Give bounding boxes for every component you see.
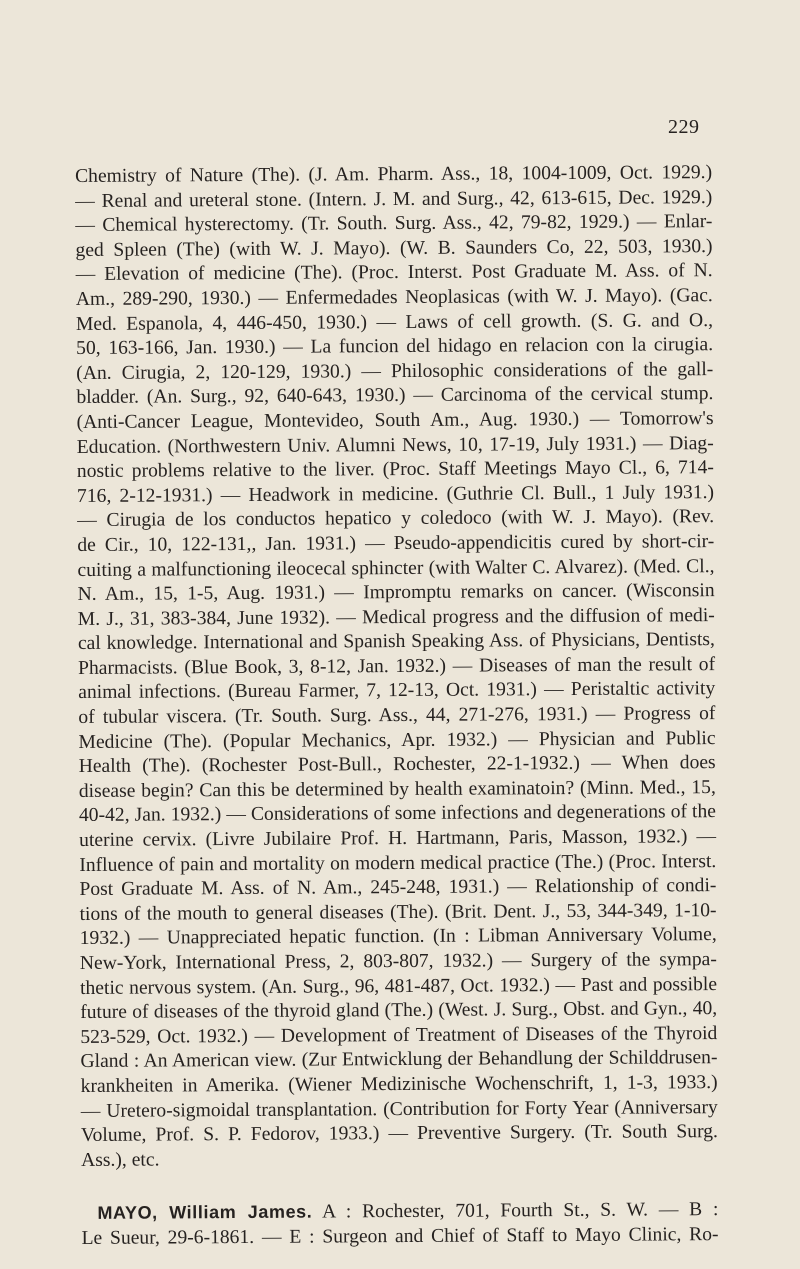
text-line: de Cir., 10, 122-131,, Jan. 1931.) — Pseudo-appendicitis cured by short-cir- — [77, 531, 715, 556]
text-line: bladder. (An. Surg., 92, 640-643, 1930.) — Carcinoma of the cervical stump. — [76, 383, 714, 409]
text-line: tions of the mouth to general diseases (The). (Brit. Dent. J., 53, 344-349, 1-10- — [79, 899, 717, 925]
page-number: 229 — [668, 116, 700, 138]
text-line: 716, 2-12-1931.) — Headwork in medicine. (Guthrie Cl. Bull., 1 July 1931.) — [76, 481, 715, 507]
text-line: Pharmacists. (Blue Book, 3, 8-12, Jan. 1932.) — Diseases of man the result of — [78, 653, 716, 679]
entry-first-line — [81, 1197, 718, 1226]
text-line: krankheiten in Amerika. (Wiener Medizinische Wochenschrift, 1, 1-3, 1933.) — [80, 1072, 718, 1097]
text-line: Le Sueur, 29-6-1861. — E : Surgeon and Chief of Staff to Mayo Clinic, Ro- — [81, 1224, 719, 1249]
text-line: cal knowledge. International and Spanish Speaking Ass. of Physicians, Dentists, — [77, 629, 715, 655]
text-line: Gland : An American view. (Zur Entwicklung der Behandlung der Schilddrusen- — [80, 1047, 718, 1073]
text-line: N. Am., 15, 1-5, Aug. 1931.) — Impromptu remarks on cancer. (Wisconsin — [77, 580, 715, 606]
text-line: Post Graduate M. Ass. of N. Am., 245-248, 1931.) — Relationship of condi- — [79, 875, 717, 901]
text-line: Medicine (The). (Popular Mechanics, Apr. 1932.) — Physician and Public — [78, 727, 716, 753]
text-line: New-York, International Press, 2, 803-807, 1932.) — Surgery of the sympa- — [79, 949, 717, 974]
text-line: — Elevation of medicine (The). (Proc. Interst. Post Graduate M. Ass. of N. — [75, 260, 713, 286]
text-line: 50, 163-166, Jan. 1930.) — La funcion del hidago en relacion con la cirugia. — [76, 334, 714, 360]
text-line: Education. (Northwestern Univ. Alumni News, 10, 17-19, July 1931.) — Diag- — [76, 432, 714, 458]
text-line: 40-42, Jan. 1932.) — Considerations of some infections and degenerations of the — [78, 801, 717, 827]
text-line: (Anti-Cancer League, Montevideo, South Am., Aug. 1930.) — Tomorrow's — [76, 408, 714, 433]
paragraph-gap — [81, 1169, 718, 1201]
text-line: nostic problems relative to the liver. (Proc. Staff Meetings Mayo Cl., 6, 714- — [76, 457, 714, 483]
text-line: disease begin? Can this be determined by health examinatoin? (Minn. Med., 15, — [78, 776, 716, 802]
text-line: Chemistry of Nature (The). (J. Am. Pharm. Ass., 18, 1004-1009, Oct. 1929.) — [75, 162, 713, 187]
text-line: (An. Cirugia, 2, 120-129, 1930.) — Philosophic considerations of the gall- — [76, 358, 714, 384]
text-line: future of diseases of the thyroid gland (The.) (West. J. Surg., Obst. and Gyn., 40, — [80, 998, 718, 1024]
text-line: Health (The). (Rochester Post-Bull., Rochester, 22-1-1932.) — When does — [78, 752, 716, 778]
text-line: — Cirugia de los conductos hepatico y coledoco (with W. J. Mayo). (Rev. — [77, 506, 715, 532]
text-line: ged Spleen (The) (with W. J. Mayo). (W. B. Saunders Co, 22, 503, 1930.) — [75, 235, 713, 261]
text-line: Volume, Prof. S. P. Fedorov, 1933.) — Preventive Surgery. (Tr. South Surg. — [80, 1121, 718, 1147]
text-line: M. J., 31, 383-384, June 1932). — Medical progress and the diffusion of medi- — [77, 604, 715, 630]
text-line: — Chemical hysterectomy. (Tr. South. Surg. Ass., 42, 79-82, 1929.) — Enlar- — [75, 211, 713, 237]
text-line: Am., 289-290, 1930.) — Enfermedades Neoplasicas (with W. J. Mayo). (Gac. — [75, 285, 713, 310]
text-line: of tubular viscera. (Tr. South. Surg. Ass., 44, 271-276, 1931.) — Progress of — [78, 703, 716, 729]
entry-text: A : Rochester, 701, Fourth St., S. W. — B : — [321, 1199, 719, 1223]
text-line: thetic nervous system. (An. Surg., 96, 481-487, Oct. 1932.) — Past and possible — [79, 973, 718, 999]
text-line: — Renal and ureteral stone. (Intern. J. M. and Surg., 42, 613-615, Dec. 1929.) — [75, 186, 713, 212]
text-line: cuiting a malfunctioning ileocecal sphincter (with Walter C. Alvarez). (Med. Cl., — [77, 555, 715, 581]
text-line: 1932.) — Unappreciated hepatic function. (In : Libman Anniversary Volume, — [79, 924, 717, 950]
text-line: Med. Espanola, 4, 446-450, 1930.) — Laws of cell growth. (S. G. and O., — [75, 309, 714, 335]
bibliography-text — [75, 161, 719, 1251]
text-line: animal infections. (Bureau Farmer, 7, 12-13, Oct. 1931.) — Peristaltic activity — [78, 678, 716, 704]
text-line: uterine cervix. (Livre Jubilaire Prof. H. Hartmann, Paris, Masson, 1932.) — — [79, 826, 717, 852]
text-line: Influence of pain and mortality on modern medical practice (The.) (Proc. Interst. — [79, 850, 717, 876]
text-line: 523-529, Oct. 1932.) — Development of Treatment of Diseases of the Thyroid — [80, 1022, 718, 1048]
entry-name: MAYO, William James. — [97, 1201, 313, 1224]
text-line: — Uretero-sigmoidal transplantation. (Contribution for Forty Year (Anniversary — [80, 1096, 718, 1122]
text-line: Ass.), etc. — [81, 1149, 160, 1171]
